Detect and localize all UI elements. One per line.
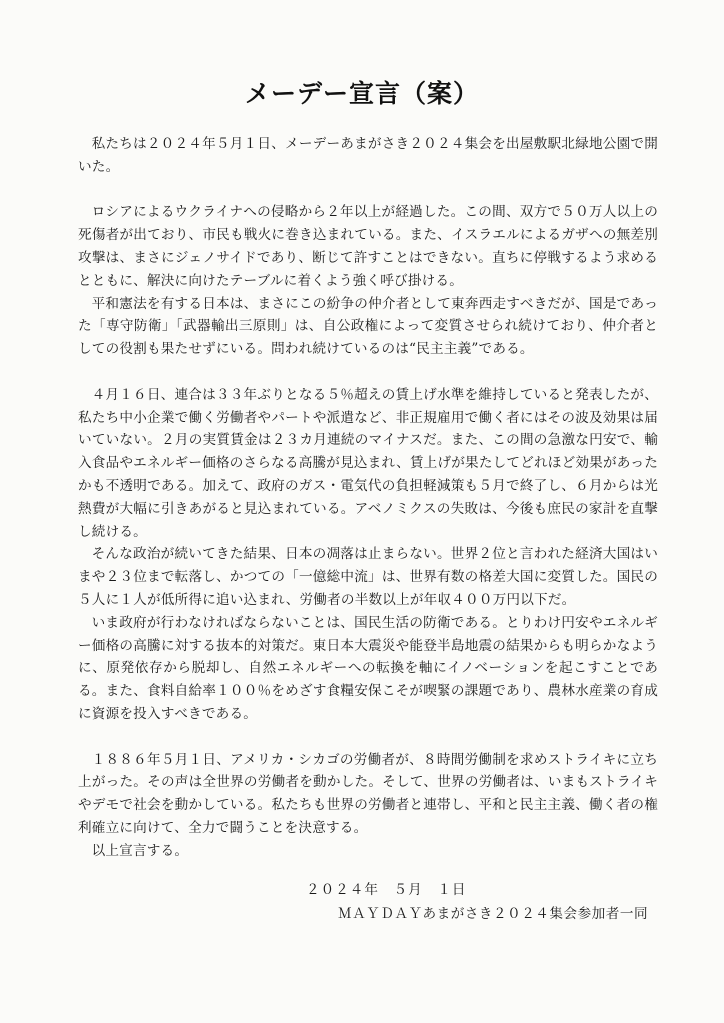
paragraph-opening: 私たちは２０２４年５月１日、メーデーあまがさき２０２４集会を出屋敷駅北緑地公園で開いた。 bbox=[78, 136, 658, 175]
closing-statement: 以上宣言する。 bbox=[91, 842, 189, 859]
paragraph-history: １８８６年５月１日、アメリカ・シカゴの労働者が、８時間労働制を求めストライキに立ち上がった。その声は全世界の労働者を動かした。そして、世界の労働者は、いまもストライキやデモで社会を動かしている。私たちも世界の労働者と連帯し、平和と民主主義、働く者の権利確立に向けて、全力で闘うことを決意する。 bbox=[78, 751, 658, 836]
signatory: ＭＡＹＤＡＹあまがさき２０２４集会参加者一同 bbox=[338, 906, 649, 922]
paragraph-government-duty: いま政府が行わなければならないことは、国民生活の防衛である。とりわけ円安やエネルギー価格の高騰に対する抜本的対策だ。東日本大震災や能登半島地震の結果からも明らかなように、原発依存から脱却し、自然エネルギーへの転換を軸にイノベーションを起こすことである。また、食料自給率１００％をめざす食糧安保こそが喫緊の課題であり、農林水産業の育成に資源を投入すべきである。 bbox=[78, 614, 658, 722]
declaration-body bbox=[78, 133, 658, 863]
page-title: メーデー宣言（案） bbox=[244, 79, 479, 108]
paragraph-decline: そんな政治が続いてきた結果、日本の凋落は止まらない。世界２位と言われた経済大国はいまや２３位まで転落し、かつての「一億総中流」は、世界有数の格差大国に変質した。国民の５人に１人が低所得に追い込まれ、労働者の半数以上が年収４００万円以下だ。 bbox=[78, 546, 658, 608]
paragraph-peace-constitution: 平和憲法を有する日本は、まさにこの紛争の仲介者として東奔西走すべきだが、国是であった「専守防衛」「武器輸出三原則」は、自公政権によって変質させられ続けており、仲介者としての役割も果たせずにいる。問われ続けているのは“民主主義”である。 bbox=[78, 295, 658, 358]
paragraph-wages: ４月１６日、連合は３３年ぶりとなる５％超えの賃上げ水準を維持していると発表したが、私たち中小企業で働く労働者やパートや派遣など、非正規雇用で働く者にはその波及効果は届いていない。２月の実質賃金は２３カ月連続のマイナスだ。また、この間の急激な円安で、輸入食品やエネルギー価格のさらなる高騰が見込まれ、賃上げが果たしてどれほど効果があったかも不透明である。加えて、政府のガス・電気代の負担軽減策も５月で終了し、６月からは光熱費が大幅に引きあがると見込まれている。アベノミクスの失敗は、今後も庶民の家計を直撃し続ける。 bbox=[78, 386, 659, 540]
declaration-date: ２０２４年 ５月 １日 bbox=[306, 882, 467, 898]
paragraph-ukraine-gaza: ロシアによるウクライナへの侵略から２年以上が経過した。この間、双方で５０万人以上の死傷者が出ており、市民も戦火に巻き込まれている。また、イスラエルによるガザへの無差別攻撃は、まさにジェノサイドであり、断じて許すことはできない。直ちに停戦するよう求めるとともに、解決に向けたテーブルに着くよう強く呼び掛ける。 bbox=[78, 204, 658, 289]
